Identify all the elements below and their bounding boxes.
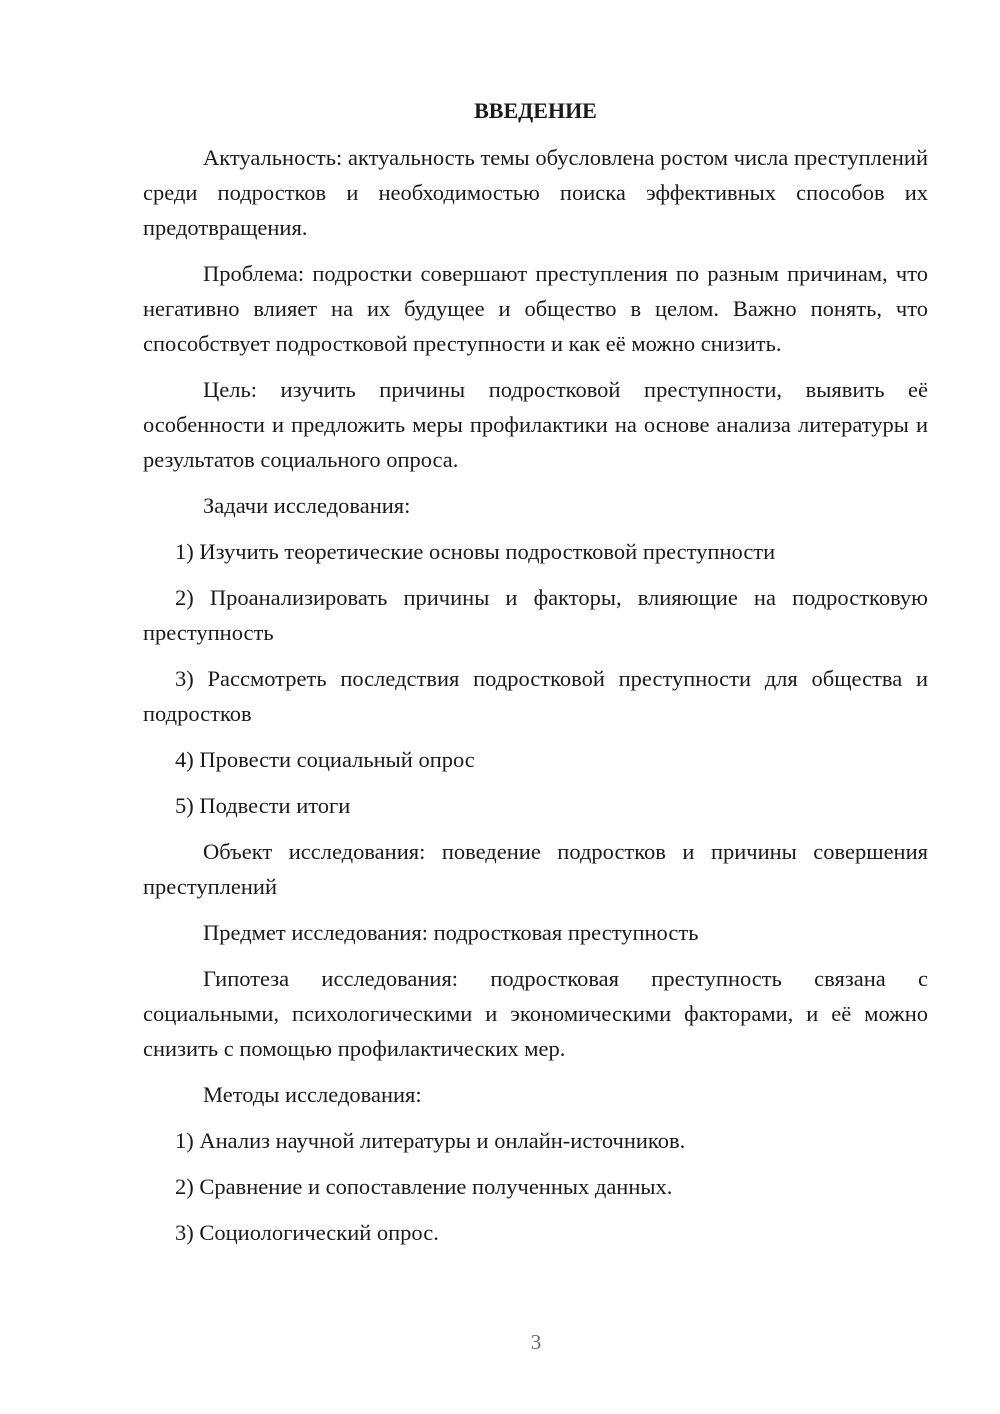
goal-paragraph: Цель: изучить причины подростковой преступности, выявить её особенности и предложить меры профилактики на основе анализа литературы и результатов социального опроса. [143, 377, 928, 472]
method-item: 3) Социологический опрос. [175, 1220, 439, 1245]
task-item: 2) Проанализировать причины и факторы, влияющие на подростковую преступность [143, 585, 928, 645]
task-item: 5) Подвести итоги [175, 793, 351, 818]
problem-paragraph: Проблема: подростки совершают преступления по разным причинам, что негативно влияет на их будущее и общество в целом. Важно понять, что способствует подростковой преступности и как её можно снизить. [143, 261, 928, 356]
page-number: 3 [530, 1330, 542, 1354]
hypothesis-paragraph: Гипотеза исследования: подростковая преступность связана с социальными, психологическими и экономическими факторами, и её можно снизить с помощью профилактических мер. [143, 966, 928, 1061]
page-content [143, 93, 928, 1261]
relevance-paragraph: Актуальность: актуальность темы обусловлена ростом числа преступлений среди подростков и необходимостью поиска эффективных способов их предотвращения. [143, 145, 928, 240]
task-item: 4) Провести социальный опрос [175, 747, 475, 772]
tasks-heading: Задачи исследования: [203, 493, 411, 518]
method-item: 2) Сравнение и сопоставление полученных данных. [175, 1174, 673, 1199]
object-paragraph: Объект исследования: поведение подростков и причины совершения преступлений [143, 839, 928, 899]
task-item: 3) Рассмотреть последствия подростковой преступности для общества и подростков [143, 666, 928, 726]
section-title: ВВЕДЕНИЕ [474, 98, 597, 123]
method-item: 1) Анализ научной литературы и онлайн-источников. [175, 1128, 686, 1153]
task-item: 1) Изучить теоретические основы подростковой преступности [175, 539, 776, 564]
methods-heading: Методы исследования: [203, 1082, 422, 1107]
subject-paragraph: Предмет исследования: подростковая преступность [203, 920, 699, 945]
